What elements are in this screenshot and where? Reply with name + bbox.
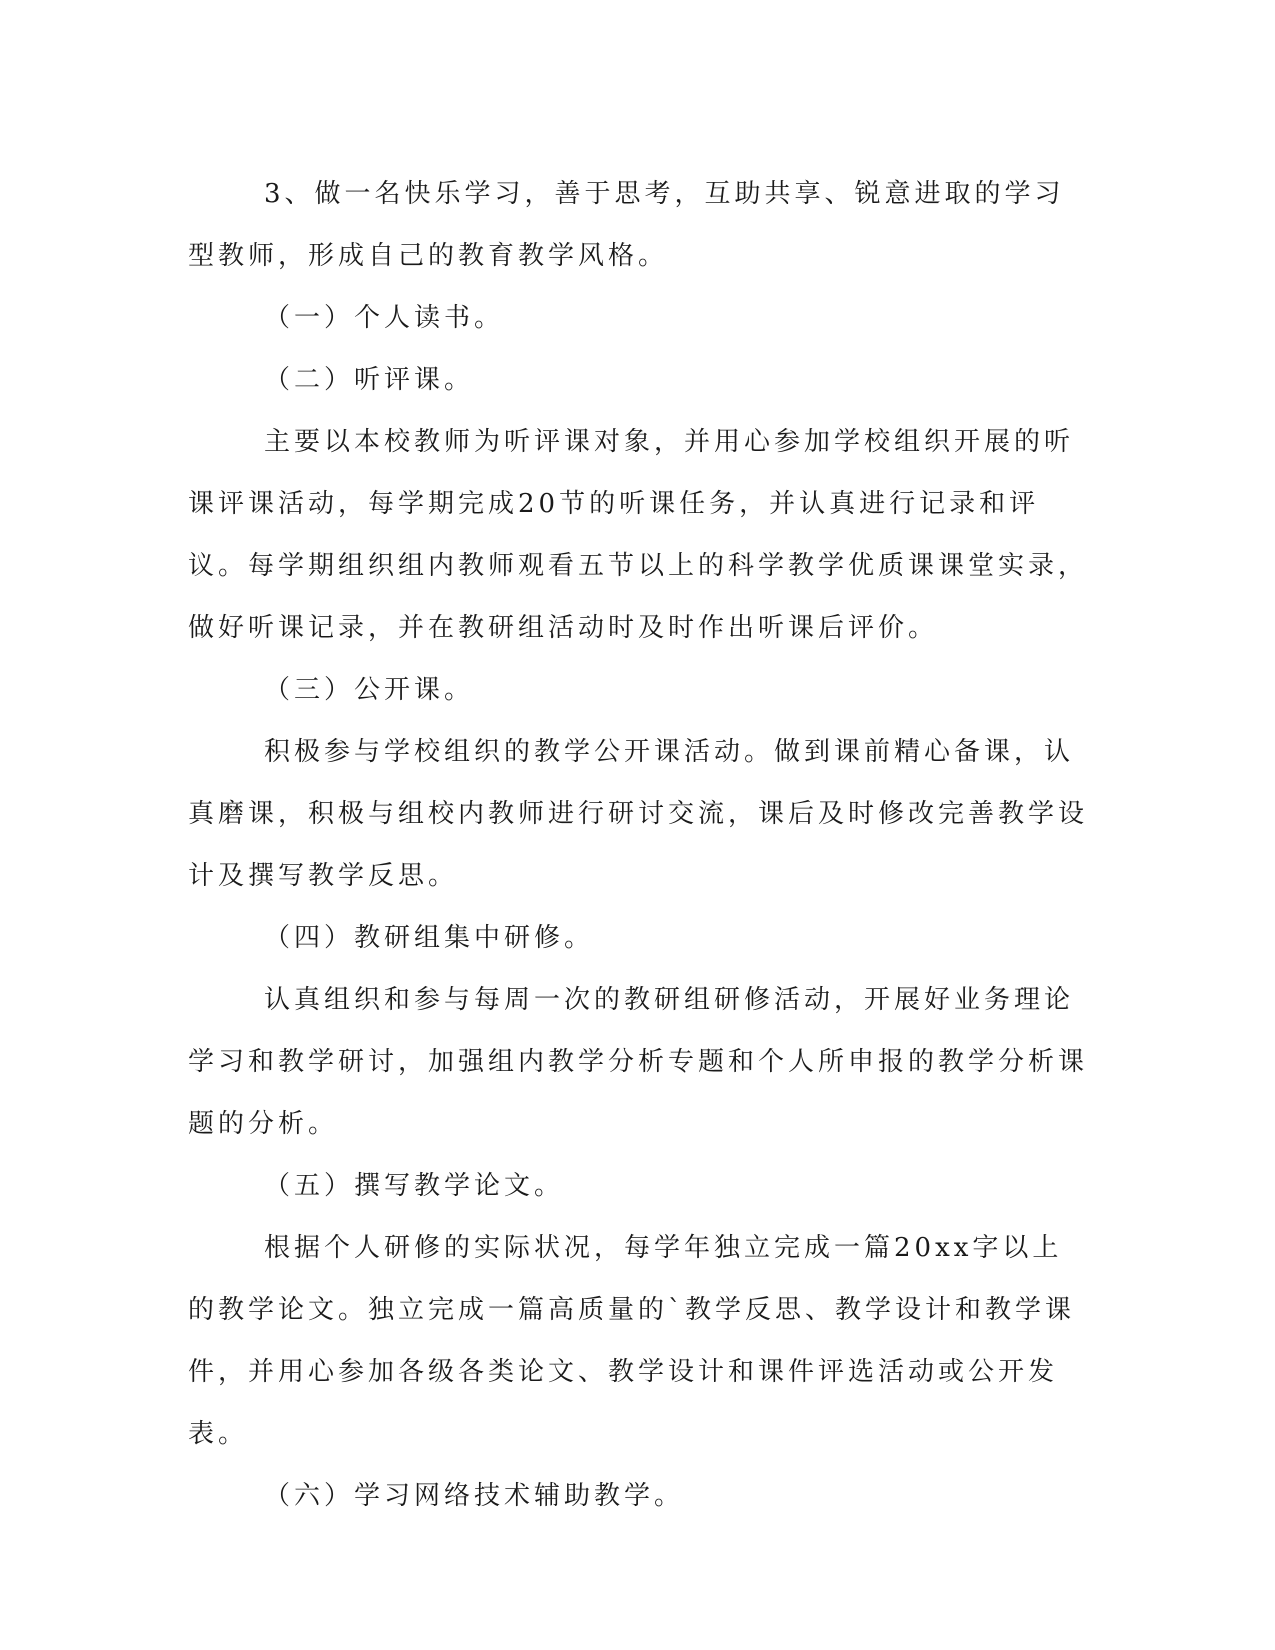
heading-lesson-evaluation: （二）听评课。 <box>264 365 475 395</box>
heading-network-technology: （六）学习网络技术辅助教学。 <box>264 1481 685 1511</box>
paragraph-lesson-evaluation: 主要以本校教师为听评课对象，并用心参加学校组织开展的听课评课活动，每学期完成20节的听课任务，并认真进行记录和评议。每学期组织组内教师观看五节以上的科学教学优质课课堂实录，做好听课记录，并在教研组活动时及时作出听课后评价。 <box>188 427 1089 643</box>
heading-group-training: （四）教研组集中研修。 <box>264 923 595 953</box>
heading-teaching-papers: （五）撰写教学论文。 <box>264 1171 565 1201</box>
heading-open-class: （三）公开课。 <box>264 675 475 705</box>
paragraph-teaching-papers: 根据个人研修的实际状况，每学年独立完成一篇20xx字以上的教学论文。独立完成一篇高质量的`教学反思、教学设计和教学课件，并用心参加各级各类论文、教学设计和课件评选活动或公开发表。 <box>188 1233 1076 1449</box>
document-body <box>188 163 1088 1527</box>
heading-personal-reading: （一）个人读书。 <box>264 303 505 333</box>
paragraph-open-class: 积极参与学校组织的教学公开课活动。做到课前精心备课，认真磨课，积极与组校内教师进行研讨交流，课后及时修改完善教学设计及撰写教学反思。 <box>188 737 1089 891</box>
paragraph-learning-teacher: 3、做一名快乐学习，善于思考，互助共享、锐意进取的学习型教师，形成自己的教育教学风格。 <box>188 179 1065 271</box>
paragraph-group-training: 认真组织和参与每周一次的教研组研修活动，开展好业务理论学习和教学研讨，加强组内教学分析专题和个人所申报的教学分析课题的分析。 <box>188 985 1089 1139</box>
